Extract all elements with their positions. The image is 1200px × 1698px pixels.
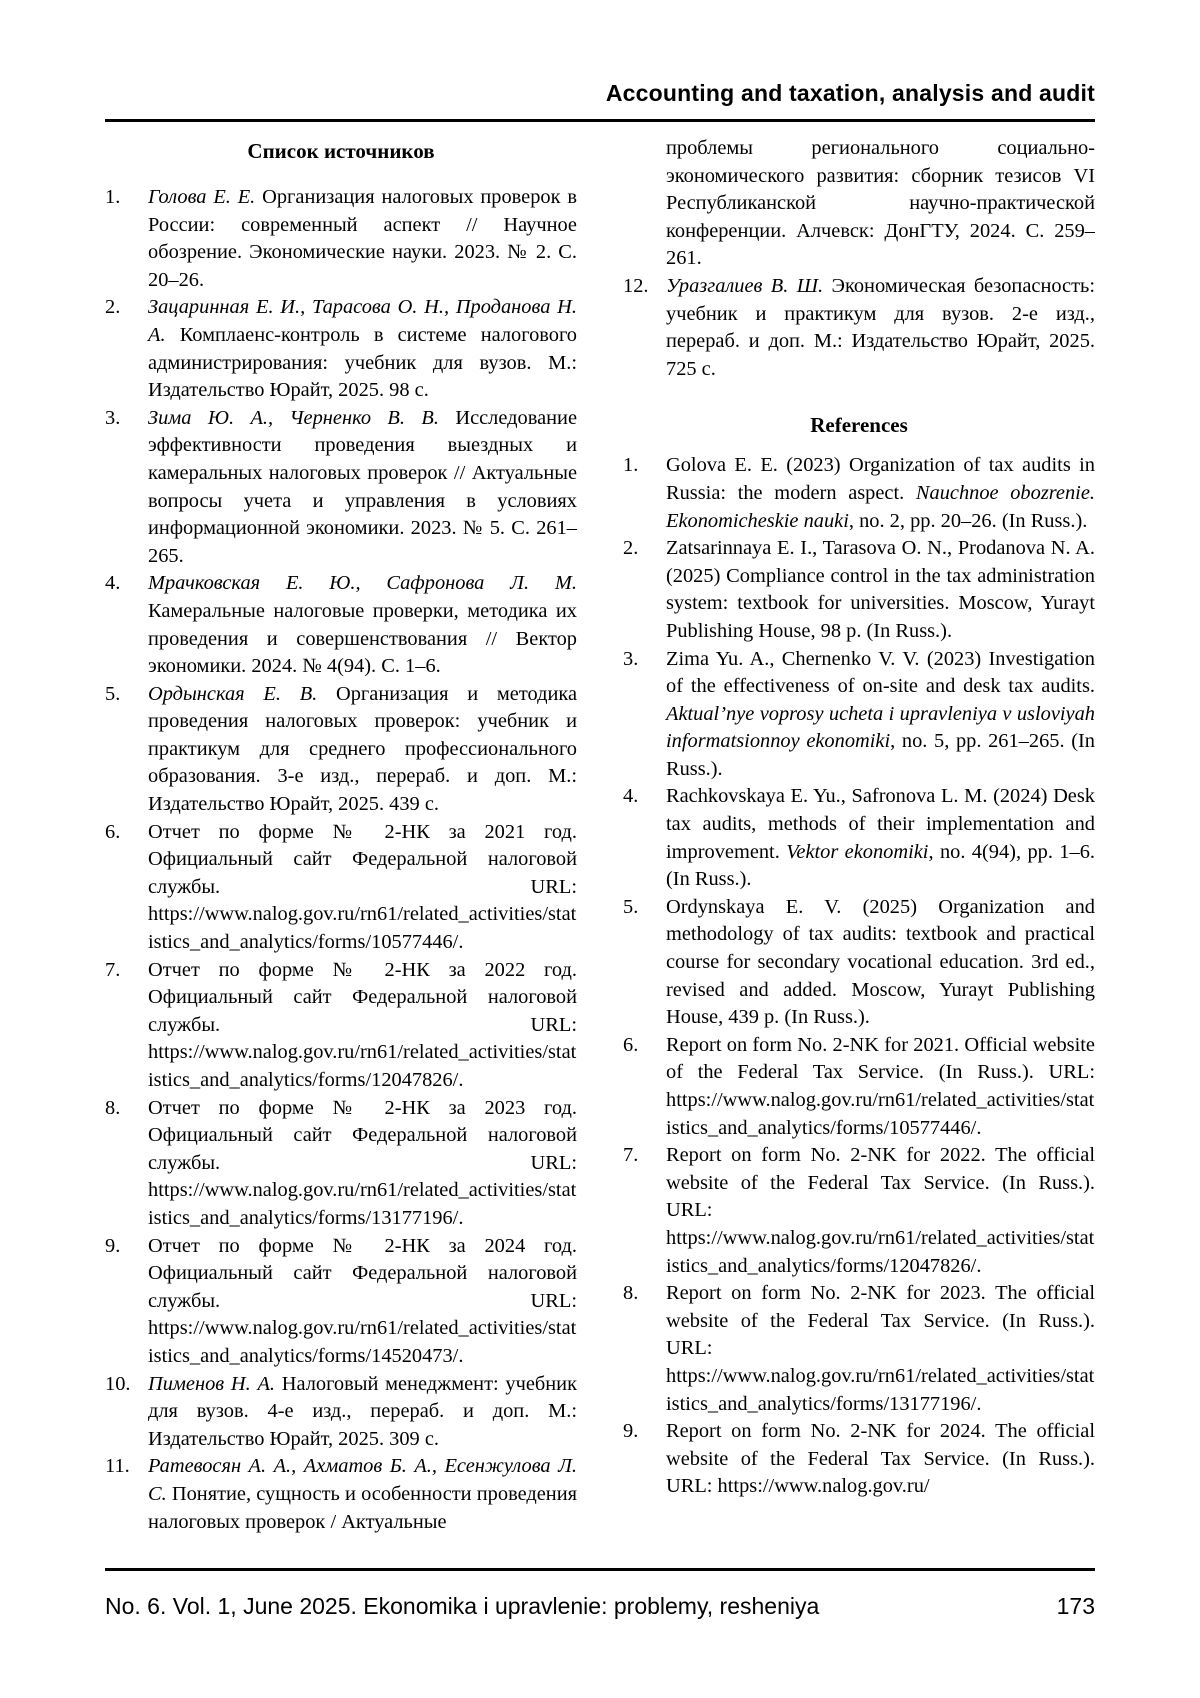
reference-item-text: Голова Е. Е. Организация налоговых проверок в России: современный аспект // Научное обозрение. Экономические науки. 2023. № 2. С. 20–26.	[148, 186, 578, 291]
reference-item-number: 5.	[623, 895, 639, 918]
reference-item-text: Уразгалиев В. Ш. Экономическая безопасность: учебник и практикум для вузов. 2-е изд., перераб. и доп. М.: Издательство Юрайт, 2025. 725 с.	[666, 274, 1095, 380]
page-number: 173	[1056, 1593, 1095, 1619]
journal-issue-info: No. 6. Vol. 1, June 2025. Ekonomika i upravlenie: problemy, resheniya	[105, 1593, 820, 1619]
reference-item-number: 6.	[623, 1033, 639, 1056]
references-list	[623, 452, 1095, 1501]
reference-item	[105, 184, 577, 294]
reference-item	[623, 894, 1095, 1032]
right-column	[623, 135, 1095, 1565]
sources-heading: Список источников	[247, 139, 435, 163]
reference-item-number: 7.	[105, 958, 121, 981]
reference-item	[623, 1418, 1095, 1501]
reference-item	[623, 1032, 1095, 1142]
reference-item-number: 8.	[623, 1282, 639, 1305]
reference-item-number: 4.	[623, 785, 639, 808]
reference-item	[623, 646, 1095, 784]
reference-item-text: Golova E. E. (2023) Organization of tax audits in Russia: the modern aspect. Nauchnoe obozrenie. Ekonomicheskie nauki, no. 2, pp. 20–26. (In Russ.).	[666, 454, 1095, 532]
reference-item	[105, 681, 577, 819]
sources-list-continued	[623, 135, 1095, 383]
reference-item	[105, 1233, 577, 1371]
reference-item-text: Ратевосян А. А., Ахматов Б. А., Есенжулова Л. С. Понятие, сущность и особенности проведения налоговых проверок / Актуальные	[148, 1455, 577, 1533]
footer-rule	[105, 1568, 1095, 1571]
reference-item-text: Report on form No. 2-NK for 2023. The official website of the Federal Tax Service. (In Russ.). URL: https://www.nalog.gov.ru/rn61/related_activities/statistics_and_analytics/forms/13177196/.	[666, 1282, 1095, 1415]
reference-item	[105, 1453, 577, 1536]
reference-item-number: 7.	[623, 1144, 639, 1167]
reference-item-number: 3.	[623, 647, 639, 670]
reference-item-number: 12.	[623, 274, 649, 297]
reference-item-number: 9.	[105, 1234, 121, 1257]
reference-item-number: 1.	[623, 454, 639, 477]
reference-item-text: проблемы регионального социально-экономического развития: сборник тезисов VI Республиканской научно-практической конференции. Алчевск: ДонГТУ, 2024. С. 259–261.	[666, 137, 1095, 270]
reference-item-text: Зацаринная Е. И., Тарасова О. Н., Проданова Н. А. Комплаенс-контроль в системе налогового администрирования: учебник для вузов. М.: Издательство Юрайт, 2025. 98 с.	[148, 296, 577, 402]
reference-item-number: 6.	[105, 820, 121, 843]
reference-item-number	[623, 135, 666, 273]
reference-item-number: 8.	[105, 1096, 121, 1119]
reference-item-text: Зима Ю. А., Черненко В. В. Исследование эффективности проведения выездных и камеральных налоговых проверок // Актуальные вопросы учета и управления в условиях информационной экономики. 2023. № 5. С. 261–265.	[148, 406, 577, 567]
reference-item-number: 1.	[105, 186, 121, 208]
reference-item-text: Zatsarinnaya E. I., Tarasova O. N., Prodanova N. A. (2025) Compliance control in the tax administration system: textbook for universities. Moscow, Yurayt Publishing House, 98 p. (In Russ.).	[666, 537, 1095, 642]
reference-item	[105, 570, 577, 680]
reference-item	[105, 294, 577, 404]
running-head: Accounting and taxation, analysis and audit	[605, 80, 1095, 106]
reference-item-text: Ordynskaya E. V. (2025) Organization and methodology of tax audits: textbook and practical course for secondary vocational education. 3rd ed., revised and added. Moscow, Yurayt Publishing House, 439 p. (In Russ.).	[666, 895, 1095, 1029]
reference-item	[105, 1371, 577, 1454]
reference-item	[623, 452, 1095, 535]
two-column-body	[105, 135, 1095, 1565]
reference-item	[623, 1142, 1095, 1280]
reference-item-text: Rachkovskaya E. Yu., Safronova L. M. (2024) Desk tax audits, methods of their implementation and improvement. Vektor ekonomiki, no. 4(94), pp. 1–6. (In Russ.).	[666, 785, 1095, 891]
reference-item-text: Отчет по форме № 2-НК за 2021 год. Официальный сайт Федеральной налоговой службы. URL: https://www.nalog.gov.ru/rn61/related_activities/statistics_and_analytics/forms/10577446/.	[148, 820, 577, 954]
reference-item	[623, 783, 1095, 893]
sources-list	[105, 184, 577, 1536]
left-column	[105, 135, 577, 1565]
reference-item-number: 9.	[623, 1420, 639, 1443]
reference-item-continuation	[623, 135, 1095, 273]
reference-item	[105, 1095, 577, 1233]
references-heading: References	[810, 413, 908, 438]
reference-item-number: 4.	[105, 572, 121, 595]
page-footer	[105, 1593, 1095, 1621]
reference-item	[105, 405, 577, 571]
reference-item-text: Ордынская Е. В. Организация и методика проведения налоговых проверок: учебник и практикум для среднего профессионального образования. 3-е изд., перераб. и доп. М.: Издательство Юрайт, 2025. 439 с.	[148, 682, 578, 816]
reference-item-text: Мрачковская Е. Ю., Сафронова Л. М. Камеральные налоговые проверки, методика их проведения и совершенствования // Вектор экономики. 2024. № 4(94). С. 1–6.	[148, 572, 577, 678]
reference-item-number: 5.	[105, 682, 121, 705]
reference-item	[105, 957, 577, 1095]
reference-item-number: 10.	[105, 1372, 131, 1395]
reference-item	[623, 273, 1095, 383]
reference-item-number: 11.	[105, 1455, 130, 1478]
reference-item	[105, 819, 577, 957]
reference-item-number: 3.	[105, 406, 121, 429]
reference-item-text: Отчет по форме № 2-НК за 2023 год. Официальный сайт Федеральной налоговой службы. URL: https://www.nalog.gov.ru/rn61/related_activities/statistics_and_analytics/forms/13177196/.	[148, 1096, 577, 1229]
reference-item-number: 2.	[623, 537, 639, 560]
reference-item-text: Report on form No. 2-NK for 2021. Official website of the Federal Tax Service. (In Russ.). URL: https://www.nalog.gov.ru/rn61/related_activities/statistics_and_analytics/forms/10577446/.	[666, 1033, 1095, 1139]
reference-item-text: Отчет по форме № 2-НК за 2022 год. Официальный сайт Федеральной налоговой службы. URL: https://www.nalog.gov.ru/rn61/related_activities/statistics_and_analytics/forms/12047826/.	[148, 958, 577, 1091]
reference-item	[623, 535, 1095, 645]
reference-item	[623, 1280, 1095, 1418]
reference-item-text: Zima Yu. A., Chernenko V. V. (2023) Investigation of the effectiveness of on-site and desk tax audits. Aktual’nye voprosy ucheta i upravleniya v usloviyah informatsionnoy ekonomiki, no. 5, pp. 261–265. (In Russ.).	[666, 647, 1095, 780]
reference-item-number: 2.	[105, 296, 121, 319]
reference-item-text: Пименов Н. А. Налоговый менеджмент: учебник для вузов. 4-е изд., перераб. и доп. М.: Издательство Юрайт, 2025. 309 с.	[148, 1372, 577, 1450]
reference-item-text: Отчет по форме № 2-НК за 2024 год. Официальный сайт Федеральной налоговой службы. URL: https://www.nalog.gov.ru/rn61/related_activities/statistics_and_analytics/forms/14520473/.	[148, 1234, 577, 1367]
reference-item-text: Report on form No. 2-NK for 2024. The official website of the Federal Tax Service. (In Russ.). URL: https://www.nalog.gov.ru/	[666, 1420, 1095, 1498]
header-rule	[105, 119, 1095, 122]
reference-item-text: Report on form No. 2-NK for 2022. The official website of the Federal Tax Service. (In Russ.). URL: https://www.nalog.gov.ru/rn61/related_activities/statistics_and_analytics/forms/12047826/.	[666, 1144, 1095, 1277]
